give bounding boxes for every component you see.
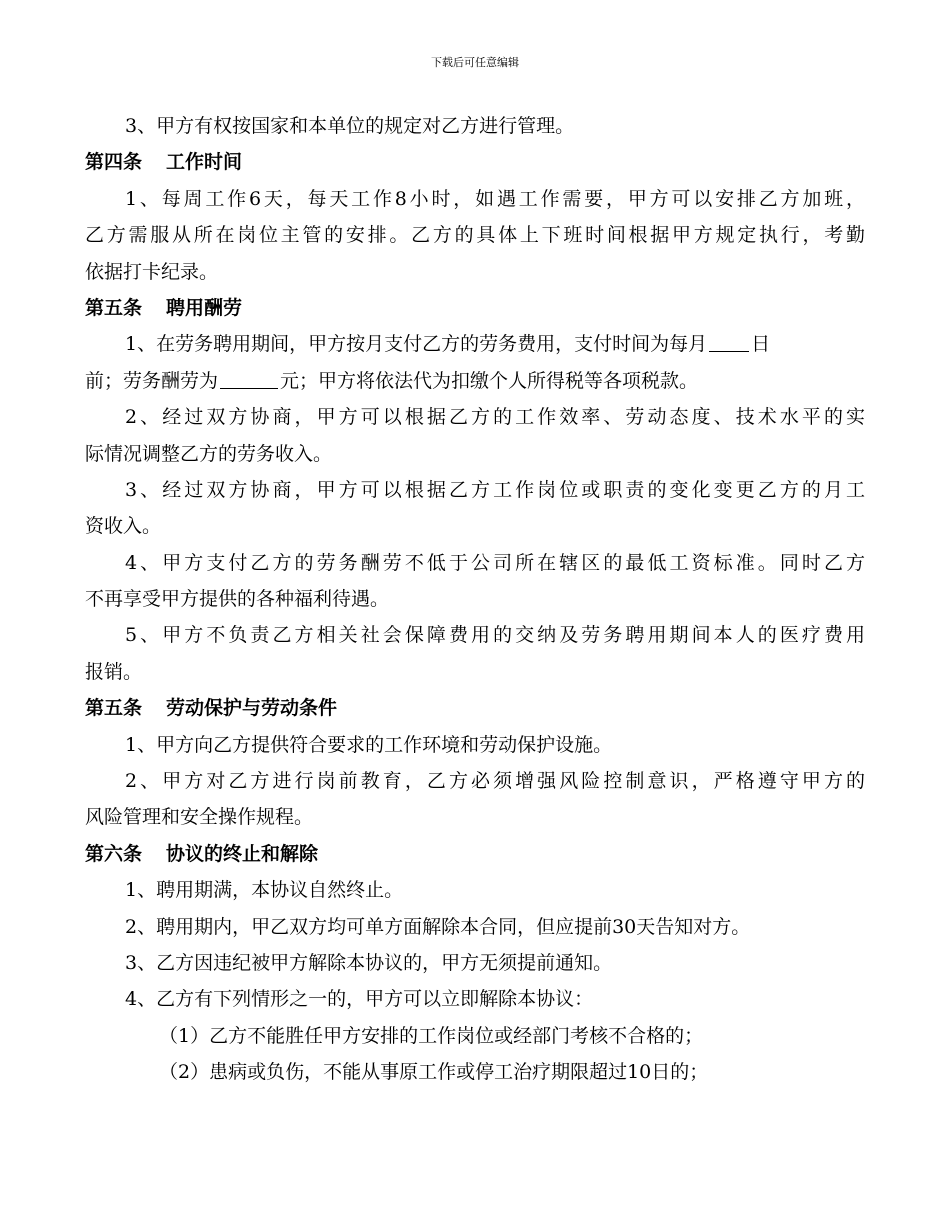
section-5-para-4-line-1: 4、甲方支付乙方的劳务酬劳不低于公司所在辖区的最低工资标准。同时乙方 <box>125 551 865 574</box>
section-5-title: 聘用酬劳 <box>166 296 243 319</box>
section-5-para-1-text-b: 日 <box>751 333 771 356</box>
section-4-para-1-line-3: 依据打卡纪录。 <box>85 260 219 283</box>
section-5-para-1-text-a: 1、在劳务聘用期间，甲方按月支付乙方的劳务费用，支付时间为每月 <box>125 333 708 356</box>
section-5b-para-2-line-1: 2、甲方对乙方进行岗前教育，乙方必须增强风险控制意识，严格遵守甲方的 <box>125 770 865 793</box>
section-6-para-4: 4、乙方有下列情形之一的，甲方可以立即解除本协议： <box>125 988 594 1011</box>
section-6-sub-item-2: （2）患病或负伤，不能从事原工作或停工治疗期限超过10日的； <box>159 1061 709 1084</box>
section-5-para-4-line-2: 不再享受甲方提供的各种福利待遇。 <box>85 588 390 611</box>
section-6-para-2: 2、聘用期内，甲乙双方均可单方面解除本合同，但应提前30天告知对方。 <box>125 915 751 938</box>
contract-body <box>85 108 865 1091</box>
section-5-number: 第五条 <box>85 296 143 319</box>
section-5b-title: 劳动保护与劳动条件 <box>166 697 338 720</box>
section-4-para-1-line-2: 乙方需服从所在岗位主管的安排。乙方的具体上下班时间根据甲方规定执行，考勤 <box>85 224 865 247</box>
section-5-heading <box>85 290 865 326</box>
section-5-para-2-line-2: 际情况调整乙方的劳务收入。 <box>85 442 333 465</box>
clause-3-item-3: 3、甲方有权按国家和本单位的规定对乙方进行管理。 <box>125 115 575 137</box>
section-5-para-1-text-d: 元；甲方将依法代为扣缴个人所得税等各项税款。 <box>280 369 699 392</box>
section-6-heading <box>85 836 865 872</box>
section-5-para-1-text-c: 前；劳务酬劳为 <box>85 369 219 392</box>
section-5-para-2-line-1: 2、经过双方协商，甲方可以根据乙方的工作效率、劳动态度、技术水平的实 <box>125 406 865 429</box>
section-5b-para-2-line-2: 风险管理和安全操作规程。 <box>85 806 314 829</box>
section-5-para-5-line-1: 5、甲方不负责乙方相关社会保障费用的交纳及劳务聘用期间本人的医疗费用 <box>125 624 865 647</box>
section-4-para-1-line-1: 1、每周工作6天，每天工作8小时，如遇工作需要，甲方可以安排乙方加班， <box>125 187 865 210</box>
section-4-number: 第四条 <box>85 151 143 174</box>
section-6-number: 第六条 <box>85 842 143 865</box>
section-5-para-3-line-1: 3、经过双方协商，甲方可以根据乙方工作岗位或职责的变化变更乙方的月工 <box>125 478 865 501</box>
section-5-para-3-line-2: 资收入。 <box>85 515 162 538</box>
section-5b-number: 第五条 <box>85 697 143 720</box>
pay-day-blank[interactable] <box>709 331 749 352</box>
section-5-para-1-line-2 <box>85 363 865 399</box>
section-5b-para-1: 1、甲方向乙方提供符合要求的工作环境和劳动保护设施。 <box>125 733 613 756</box>
section-6-para-3: 3、乙方因违纪被甲方解除本协议的，甲方无须提前通知。 <box>125 951 613 974</box>
page-header-note: 下载后可任意编辑 <box>431 56 519 69</box>
section-5-para-1-line-1 <box>85 326 865 362</box>
section-5-para-5-line-2: 报销。 <box>85 660 143 683</box>
section-4-title: 工作时间 <box>166 151 243 174</box>
section-4-heading <box>85 144 865 180</box>
section-5b-heading <box>85 690 865 726</box>
section-6-para-1: 1、聘用期满，本协议自然终止。 <box>125 879 404 902</box>
section-6-sub-item-1: （1）乙方不能胜任甲方安排的工作岗位或经部门考核不合格的； <box>159 1024 704 1047</box>
pay-amount-blank[interactable] <box>220 368 278 389</box>
section-6-title: 协议的终止和解除 <box>166 842 319 865</box>
